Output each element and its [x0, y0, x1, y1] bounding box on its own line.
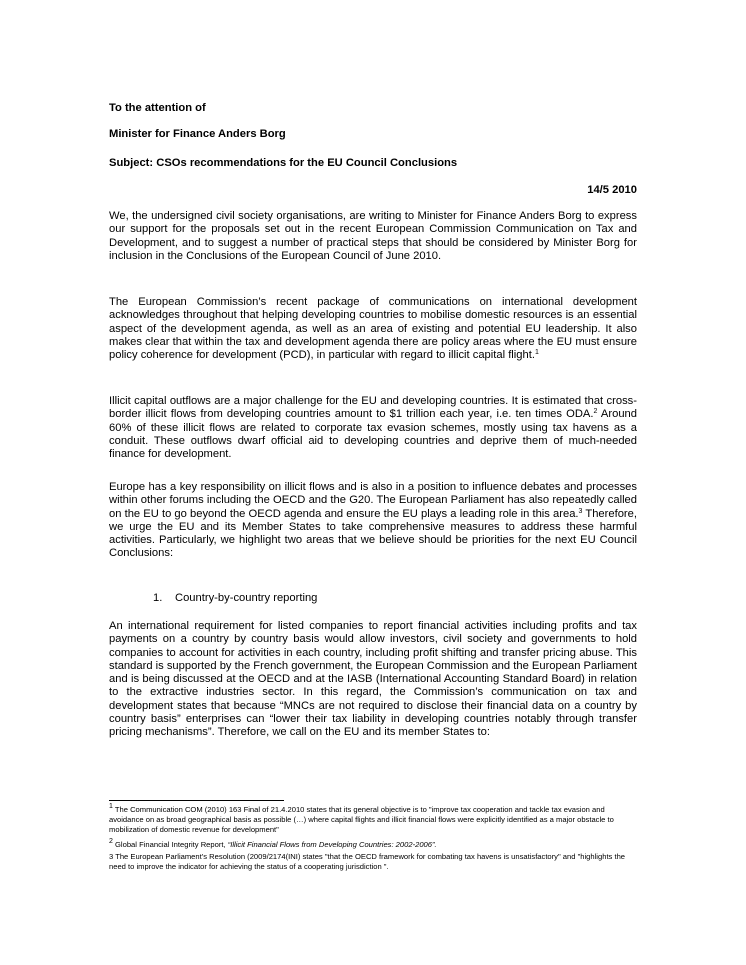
- paragraph-commission-text: The European Commission’s recent package of communications on international development acknowledges throughout that helping developing countries to mobilise domestic resources is an essential aspect of the development agenda, as well as an area of existing and potential EU leadership. It also makes clear that within the tax and development agenda there are policy areas where the EU must ensure policy coherence for development (PCD), in particular with regard to illicit capital flight.: [109, 296, 637, 362]
- paragraph-illicit-flows-text-a: Illicit capital outflows are a major challenge for the EU and developing countries. It is estimated that cross-border illicit flows from developing countries amount to $1 trillion each year, i.e. ten times ODA.: [109, 395, 637, 421]
- footnote-ref-2: 2: [593, 408, 598, 416]
- paragraph-europe-role: [109, 481, 637, 561]
- footnote-2-mark: 2: [109, 838, 113, 845]
- paragraph-illicit-flows: [109, 395, 637, 461]
- attention-line: To the attention of: [109, 102, 206, 114]
- footnote-ref-3: 3: [578, 507, 583, 515]
- paragraph-reporting: An international requirement for listed companies to report financial activities including profits and tax payments on a country by country basis would allow investors, civil society and governments to hold companies to account for activities in each country, including profit shifting and transfer pricing abuse. This standard is supported by the French government, the European Commission and the European Parliament and is being discussed at the OECD and at the IASB (International Accounting Standard Board) in relation to the extractive industries sector. In this regard, the Commission’s communication on tax and development states that because “MNCs are not required to disclose their financial data on a country by country basis” enterprises can “lower their tax liability in developing countries notably through transfer pricing mechanisms”. Therefore, we call on the EU and its member States to:: [109, 620, 637, 739]
- letter-date: 14/5 2010: [587, 184, 637, 196]
- footnote-2-text: Global Financial Integrity Report,: [112, 840, 228, 849]
- footnote-3: 3 The European Parliament’s Resolution (2009/2174(INI) states "that the OECD framework for combating tax havens is unsatisfactory" and "highlights the need to improve the indicator for achieving the status of a cooperating jurisdiction ".: [109, 852, 626, 871]
- paragraph-commission: [109, 296, 637, 362]
- footnote-1-mark: 1: [109, 803, 113, 810]
- list-number: 1.: [153, 592, 163, 604]
- footnote-2: [109, 840, 637, 850]
- list-item-label: Country-by-country reporting: [175, 592, 318, 604]
- recipient-line: Minister for Finance Anders Borg: [109, 128, 286, 140]
- footnote-divider: [109, 800, 284, 801]
- paragraph-intro: We, the undersigned civil society organisations, are writing to Minister for Finance Anders Borg to express our support for the proposals set out in the recent European Commission Communication on Tax and Development, and to suggest a number of practical steps that should be considered by Minister Borg for inclusion in the Conclusions of the European Council of June 2010.: [109, 210, 637, 262]
- footnote-1: [109, 805, 637, 835]
- footnote-2-title: “Illicit Financial Flows from Developing Countries: 2002-2006”.: [227, 840, 437, 849]
- list-item-country-by-country: [153, 592, 317, 604]
- subject-line: Subject: CSOs recommendations for the EU Council Conclusions: [109, 157, 458, 169]
- paragraph-europe-role-text-b: Therefore, we urge the EU and its Member States to take comprehensive measures to address these harmful activities. Particularly, we highlight two areas that we believe should be priorities for the next EU Council Conclusions:: [109, 507, 637, 560]
- paragraph-illicit-flows-text-b: Around 60% of these illicit flows are related to corporate tax evasion schemes, mostly using tax havens as a conduit. These outflows dwarf official aid to developing countries and deprive them of much-needed finance for development.: [109, 408, 637, 461]
- footnote-ref-1: 1: [534, 349, 539, 357]
- footnote-1-text: The Communication COM (2010) 163 Final of 21.4.2010 states that its general objective is to "improve tax cooperation and tackle tax evasion and avoidance on as broad geographical basis as possible (…) where capital flights and illicit financial flows were explicitly identified as a major obstacle to mobilization of domestic revenue for development": [109, 805, 614, 834]
- paragraph-europe-role-text-a: Europe has a key responsibility on illicit flows and is also in a position to influence debates and processes within other forums including the OECD and the G20. The European Parliament has also repeatedly called on the EU to go beyond the OECD agenda and ensure the EU plays a leading role in this area.: [109, 481, 637, 520]
